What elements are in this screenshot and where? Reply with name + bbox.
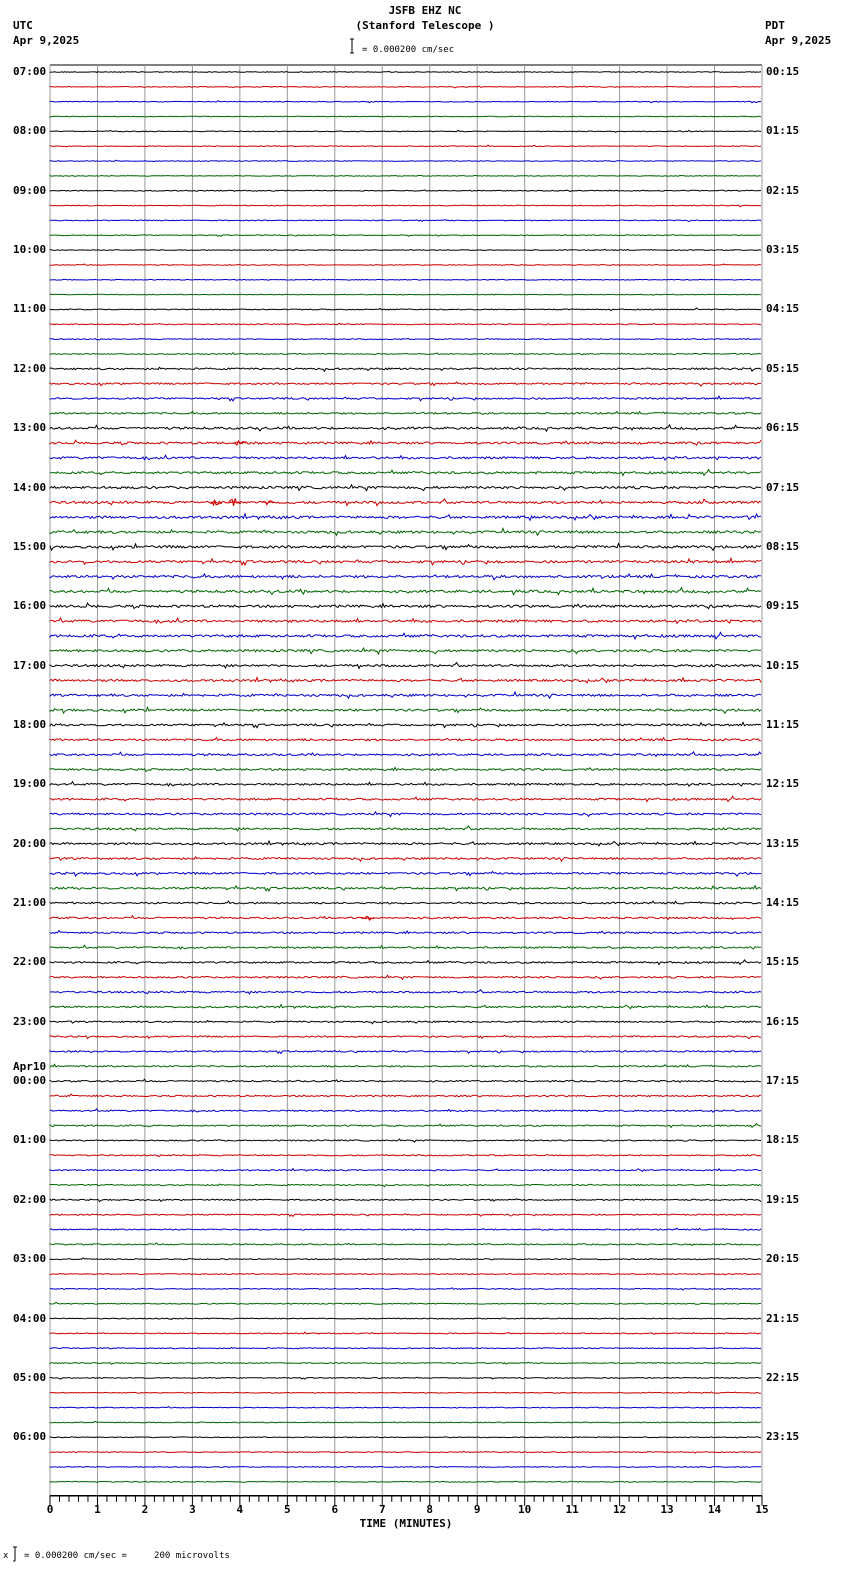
trace-65: [50, 1035, 761, 1039]
trace-72: [50, 1139, 761, 1142]
x-tick-label: 12: [612, 1502, 627, 1516]
pdt-hour-label: 21:15: [766, 1311, 800, 1325]
x-tick-label: 3: [189, 1502, 196, 1516]
footer-scale-bar-icon: [13, 1547, 17, 1561]
trace-84: [50, 1318, 761, 1319]
trace-71: [50, 1124, 761, 1128]
utc-hour-label: 06:00: [13, 1430, 47, 1444]
utc-hour-label: 10:00: [13, 243, 47, 257]
trace-80: [50, 1258, 761, 1260]
trace-90: [50, 1407, 761, 1409]
trace-92: [50, 1437, 761, 1438]
utc-hour-label: 21:00: [13, 896, 47, 910]
trace-15: [50, 294, 761, 295]
utc-hour-label: 04:00: [13, 1311, 47, 1325]
pdt-hour-label: 15:15: [766, 955, 800, 969]
trace-23: [50, 411, 761, 414]
trace-40: [50, 663, 761, 669]
utc-hour-label: 01:00: [13, 1133, 47, 1147]
trace-3: [50, 116, 761, 117]
trace-38: [50, 632, 761, 639]
trace-26: [50, 455, 761, 460]
trace-61: [50, 975, 761, 979]
trace-95: [50, 1481, 761, 1482]
pdt-hour-label: 18:15: [766, 1133, 800, 1147]
utc-hour-label: 18:00: [13, 717, 47, 731]
trace-75: [50, 1184, 761, 1187]
trace-10: [50, 220, 761, 222]
x-axis-label: TIME (MINUTES): [359, 1516, 453, 1530]
trace-63: [50, 1005, 761, 1009]
trace-53: [50, 857, 761, 861]
pdt-hour-label: 01:15: [766, 124, 800, 138]
scale-bar-icon: [350, 39, 354, 53]
trace-68: [50, 1079, 761, 1082]
right-timezone: PDT: [765, 19, 785, 32]
trace-19: [50, 353, 761, 355]
pdt-hour-label: 16:15: [766, 1014, 800, 1028]
trace-17: [50, 323, 761, 325]
trace-94: [50, 1467, 761, 1468]
trace-39: [50, 648, 761, 654]
trace-76: [50, 1199, 761, 1202]
trace-55: [50, 886, 761, 891]
utc-hour-label: 00:00: [13, 1074, 47, 1088]
trace-62: [50, 990, 761, 994]
trace-74: [50, 1169, 761, 1172]
x-tick-label: 1: [94, 1502, 101, 1516]
trace-93: [50, 1451, 761, 1453]
trace-47: [50, 768, 761, 772]
pdt-hour-label: 23:15: [766, 1430, 800, 1444]
right-date: Apr 9,2025: [765, 34, 832, 47]
pdt-hour-label: 12:15: [766, 777, 800, 791]
trace-5: [50, 145, 761, 146]
trace-8: [50, 190, 761, 192]
footer-marker: x: [3, 1551, 9, 1561]
trace-48: [50, 782, 761, 787]
trace-66: [50, 1050, 761, 1053]
trace-36: [50, 603, 761, 609]
trace-21: [50, 382, 761, 386]
trace-57: [50, 916, 761, 920]
trace-37: [50, 618, 761, 624]
utc-hour-label: 09:00: [13, 183, 47, 197]
trace-49: [50, 796, 761, 801]
trace-1: [50, 86, 761, 88]
x-tick-label: 6: [331, 1502, 339, 1516]
x-tick-label: 10: [518, 1502, 532, 1516]
trace-11: [50, 235, 761, 237]
pdt-hour-label: 14:15: [766, 896, 800, 910]
trace-82: [50, 1288, 761, 1290]
utc-hour-label: 14:00: [13, 480, 47, 494]
pdt-hour-label: 05:15: [766, 361, 800, 375]
pdt-hour-label: 09:15: [766, 599, 800, 613]
trace-54: [50, 872, 761, 877]
x-tick-label: 8: [426, 1502, 434, 1516]
trace-18: [50, 339, 761, 341]
trace-79: [50, 1243, 761, 1246]
trace-56: [50, 901, 761, 904]
trace-87: [50, 1362, 761, 1364]
date-change-label: Apr10: [13, 1060, 47, 1074]
pdt-hour-label: 04:15: [766, 302, 800, 316]
utc-hour-label: 19:00: [13, 777, 47, 791]
trace-81: [50, 1274, 761, 1275]
trace-41: [50, 677, 761, 683]
x-tick-label: 2: [141, 1502, 149, 1516]
trace-52: [50, 841, 761, 846]
trace-77: [50, 1214, 761, 1217]
pdt-hour-label: 00:15: [766, 65, 800, 78]
pdt-hour-label: 08:15: [766, 539, 800, 553]
x-tick-label: 7: [378, 1502, 386, 1516]
x-tick-label: 13: [660, 1502, 674, 1516]
utc-hour-label: 16:00: [13, 599, 47, 613]
utc-hour-label: 15:00: [13, 539, 47, 553]
trace-46: [50, 752, 761, 757]
trace-16: [50, 308, 761, 311]
trace-45: [50, 738, 761, 741]
trace-24: [50, 425, 761, 431]
trace-86: [50, 1347, 761, 1348]
pdt-hour-label: 22:15: [766, 1370, 800, 1384]
trace-33: [50, 558, 761, 565]
footer-scale-note: = 0.000200 cm/sec = 200 microvolts: [24, 1551, 230, 1561]
utc-hour-label: 23:00: [13, 1014, 47, 1028]
trace-25: [50, 440, 761, 445]
left-timezone: UTC: [13, 19, 33, 32]
station-title: JSFB EHZ NC: [388, 4, 462, 17]
pdt-hour-label: 19:15: [766, 1192, 800, 1206]
trace-22: [50, 396, 761, 401]
trace-85: [50, 1332, 761, 1334]
x-tick-label: 4: [236, 1502, 244, 1516]
pdt-hour-label: 20:15: [766, 1252, 800, 1266]
scale-label: = 0.000200 cm/sec: [362, 45, 455, 55]
trace-28: [50, 485, 761, 491]
trace-73: [50, 1155, 761, 1157]
trace-42: [50, 692, 761, 698]
utc-hour-label: 12:00: [13, 361, 47, 375]
utc-hour-label: 17:00: [13, 658, 47, 672]
trace-32: [50, 544, 761, 551]
pdt-hour-label: 03:15: [766, 243, 800, 257]
trace-6: [50, 160, 761, 161]
x-tick-label: 11: [565, 1502, 579, 1516]
trace-64: [50, 1021, 761, 1024]
trace-4: [50, 130, 761, 132]
trace-34: [50, 574, 761, 580]
trace-7: [50, 176, 761, 177]
trace-89: [50, 1392, 761, 1393]
trace-83: [50, 1302, 761, 1304]
trace-50: [50, 812, 761, 817]
pdt-hour-label: 17:15: [766, 1074, 800, 1088]
x-tick-label: 5: [284, 1502, 291, 1516]
utc-hour-label: 05:00: [13, 1370, 47, 1384]
pdt-hour-label: 06:15: [766, 421, 800, 435]
trace-60: [50, 960, 761, 965]
utc-hour-label: 02:00: [13, 1192, 47, 1206]
trace-9: [50, 205, 761, 207]
utc-hour-label: 07:00: [13, 65, 47, 78]
trace-44: [50, 722, 761, 727]
trace-51: [50, 826, 761, 831]
utc-hour-label: 13:00: [13, 421, 47, 435]
trace-0: [50, 71, 761, 72]
trace-31: [50, 528, 761, 535]
trace-13: [50, 264, 761, 266]
trace-43: [50, 707, 761, 713]
trace-58: [50, 931, 761, 934]
trace-67: [50, 1064, 761, 1067]
trace-14: [50, 279, 761, 280]
pdt-hour-label: 13:15: [766, 836, 800, 850]
station-subtitle: (Stanford Telescope ): [355, 19, 495, 32]
trace-12: [50, 249, 761, 250]
trace-27: [50, 470, 761, 476]
trace-88: [50, 1377, 761, 1379]
pdt-hour-label: 02:15: [766, 183, 800, 197]
pdt-hour-label: 10:15: [766, 658, 800, 672]
trace-59: [50, 945, 761, 949]
x-tick-label: 0: [46, 1502, 54, 1516]
x-tick-label: 15: [755, 1502, 769, 1516]
x-tick-label: 9: [473, 1502, 481, 1516]
utc-hour-label: 20:00: [13, 836, 47, 850]
seismic-event-mark: [362, 916, 374, 920]
trace-30: [50, 514, 761, 521]
pdt-hour-label: 07:15: [766, 480, 800, 494]
utc-hour-label: 11:00: [13, 302, 47, 316]
trace-20: [50, 367, 761, 371]
trace-70: [50, 1109, 761, 1112]
trace-78: [50, 1228, 761, 1230]
utc-hour-label: 03:00: [13, 1252, 47, 1266]
trace-69: [50, 1094, 761, 1097]
utc-hour-label: 08:00: [13, 124, 47, 138]
pdt-hour-label: 11:15: [766, 717, 800, 731]
x-tick-label: 14: [707, 1502, 722, 1516]
trace-2: [50, 101, 761, 103]
trace-91: [50, 1421, 761, 1423]
trace-29: [50, 499, 761, 506]
trace-35: [50, 588, 761, 595]
left-date: Apr 9,2025: [13, 34, 80, 47]
utc-hour-label: 22:00: [13, 955, 47, 969]
